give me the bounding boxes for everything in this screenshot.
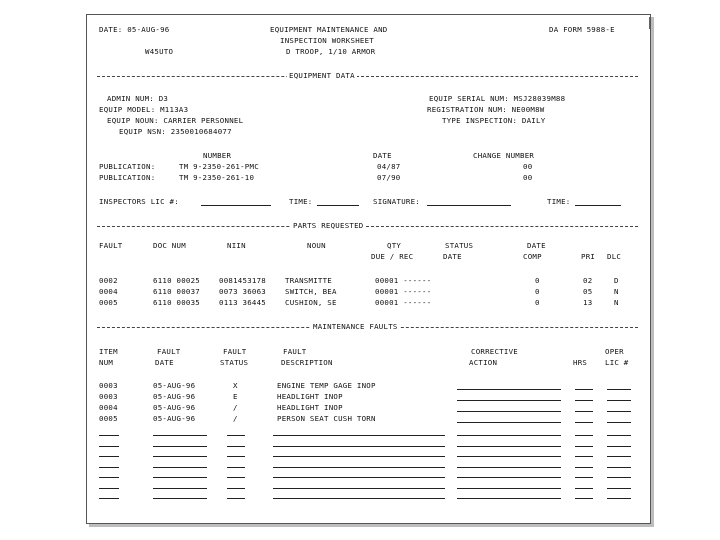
empty-row-5-status-field[interactable]: [227, 477, 245, 478]
parts-header-comp: COMP: [523, 252, 542, 261]
pub-row-1-date: 04/87: [377, 162, 401, 171]
maintenance-label: MAINTENANCE FAULTS: [313, 322, 398, 331]
empty-row-2-item-field[interactable]: [99, 446, 119, 447]
empty-row-5-lic-field[interactable]: [607, 477, 631, 478]
parts-header-status-date: DATE: [443, 252, 462, 261]
maint-header-fault-date-top: FAULT: [157, 347, 181, 356]
maint-row-3-date: 05-AUG-96: [153, 403, 196, 412]
parts-header-niin: NIIN: [227, 241, 246, 250]
header-title-line1: EQUIPMENT MAINTENANCE AND: [270, 25, 388, 34]
parts-row-1-comp: 0: [535, 276, 540, 285]
maint-header-item: ITEM: [99, 347, 118, 356]
maint-row-2-item: 0003: [99, 392, 118, 401]
page-edge-mark: [649, 17, 653, 29]
empty-row-2-action-field[interactable]: [457, 446, 561, 447]
maint-row-4-desc: PERSON SEAT CUSH TORN: [277, 414, 376, 423]
equip-nsn: EQUIP NSN: 2350010684077: [119, 127, 232, 136]
parts-header-dlc: DLC: [607, 252, 622, 261]
empty-row-3-action-field[interactable]: [457, 456, 561, 457]
empty-row-5-description-field[interactable]: [273, 477, 445, 478]
parts-row-2-niin: 0073 36063: [219, 287, 266, 296]
empty-row-4-hrs-field[interactable]: [575, 467, 593, 468]
equipment-data-label: EQUIPMENT DATA: [289, 71, 355, 80]
header-uic: W45UTO: [145, 47, 174, 56]
empty-row-2-status-field[interactable]: [227, 446, 245, 447]
equip-noun: EQUIP NOUN: CARRIER PERSONNEL: [107, 116, 244, 125]
maint-row-4-item: 0005: [99, 414, 118, 423]
equip-admin-num: ADMIN NUM: D3: [107, 94, 169, 103]
empty-row-7-item-field[interactable]: [99, 498, 119, 499]
parts-header-due-rec: DUE / REC: [371, 252, 414, 261]
empty-row-2-hrs-field[interactable]: [575, 446, 593, 447]
empty-row-6-description-field[interactable]: [273, 488, 445, 489]
parts-header-pri: PRI: [581, 252, 596, 261]
signature-label: SIGNATURE:: [373, 197, 420, 206]
header-unit: D TROOP, 1/10 ARMOR: [286, 47, 376, 56]
parts-header-doc-num: DOC NUM: [153, 241, 186, 250]
maint-header-action: ACTION: [469, 358, 498, 367]
equipment-data-divider: [97, 76, 638, 77]
parts-header-status: STATUS: [445, 241, 474, 250]
row-1-corrective-action-field[interactable]: [457, 389, 561, 390]
inspector-lic-label: INSPECTORS LIC #:: [99, 197, 179, 206]
parts-row-1-doc: 6110 00025: [153, 276, 200, 285]
empty-row-5-item-field[interactable]: [99, 477, 119, 478]
pub-row-1-label: PUBLICATION:: [99, 162, 156, 171]
equip-serial: EQUIP SERIAL NUM: MSJ28039M88: [429, 94, 566, 103]
maint-row-1-status: X: [233, 381, 238, 390]
maint-row-1-item: 0003: [99, 381, 118, 390]
parts-row-2-fault: 0004: [99, 287, 118, 296]
empty-row-7-date-field[interactable]: [153, 498, 207, 499]
parts-header-date: DATE: [527, 241, 546, 250]
parts-row-3-qty: 00001 ------: [375, 298, 432, 307]
parts-row-3-dlc: N: [614, 298, 619, 307]
empty-row-7-status-field[interactable]: [227, 498, 245, 499]
empty-row-5-action-field[interactable]: [457, 477, 561, 478]
parts-row-2-noun: SWITCH, BEA: [285, 287, 337, 296]
equip-model: EQUIP MODEL: M113A3: [99, 105, 189, 114]
maint-header-lic: LIC #: [605, 358, 629, 367]
maint-row-1-desc: ENGINE TEMP GAGE INOP: [277, 381, 376, 390]
row-4-lic-field[interactable]: [607, 422, 631, 423]
pub-header-change: CHANGE NUMBER: [473, 151, 535, 160]
parts-row-3-noun: CUSHION, SE: [285, 298, 337, 307]
pub-row-1-change: 00: [523, 162, 533, 171]
parts-row-2-comp: 0: [535, 287, 540, 296]
row-4-hrs-field[interactable]: [575, 422, 593, 423]
empty-row-3-hrs-field[interactable]: [575, 456, 593, 457]
maint-row-2-status: E: [233, 392, 238, 401]
empty-row-6-status-field[interactable]: [227, 488, 245, 489]
empty-row-7-description-field[interactable]: [273, 498, 445, 499]
time1-label: TIME:: [289, 197, 313, 206]
parts-row-3-niin: 0113 36445: [219, 298, 266, 307]
empty-row-1-item-field[interactable]: [99, 435, 119, 436]
parts-row-2-doc: 6110 00037: [153, 287, 200, 296]
header-date: DATE: 05-AUG-96: [99, 25, 170, 34]
parts-row-1-qty: 00001 ------: [375, 276, 432, 285]
pub-header-date: DATE: [373, 151, 392, 160]
parts-row-3-doc: 6110 00035: [153, 298, 200, 307]
parts-header-noun: NOUN: [307, 241, 326, 250]
maint-row-3-desc: HEADLIGHT INOP: [277, 403, 343, 412]
empty-row-4-date-field[interactable]: [153, 467, 207, 468]
pub-row-2-number: TM 9-2350-261-10: [179, 173, 255, 182]
empty-row-6-lic-field[interactable]: [607, 488, 631, 489]
empty-row-6-date-field[interactable]: [153, 488, 207, 489]
empty-row-7-action-field[interactable]: [457, 498, 561, 499]
empty-row-1-action-field[interactable]: [457, 435, 561, 436]
maint-header-description: DESCRIPTION: [281, 358, 333, 367]
parts-row-3-pri: 13: [583, 298, 593, 307]
empty-row-7-lic-field[interactable]: [607, 498, 631, 499]
parts-row-1-pri: 02: [583, 276, 593, 285]
parts-row-2-qty: 00001 ------: [375, 287, 432, 296]
row-1-lic-field[interactable]: [607, 389, 631, 390]
header-form-number: DA FORM 5988-E: [549, 25, 615, 34]
empty-row-2-lic-field[interactable]: [607, 446, 631, 447]
maint-row-2-date: 05-AUG-96: [153, 392, 196, 401]
pub-row-2-change: 00: [523, 173, 533, 182]
inspector-lic-field[interactable]: [201, 205, 271, 206]
header-title-line2: INSPECTION WORKSHEET: [280, 36, 374, 45]
empty-row-3-date-field[interactable]: [153, 456, 207, 457]
empty-row-5-date-field[interactable]: [153, 477, 207, 478]
maint-header-fault-status: STATUS: [220, 358, 249, 367]
row-3-lic-field[interactable]: [607, 411, 631, 412]
empty-row-6-hrs-field[interactable]: [575, 488, 593, 489]
row-2-hrs-field[interactable]: [575, 400, 593, 401]
maint-row-3-item: 0004: [99, 403, 118, 412]
maint-row-2-desc: HEADLIGHT INOP: [277, 392, 343, 401]
maint-header-hrs: HRS: [573, 358, 588, 367]
empty-row-4-status-field[interactable]: [227, 467, 245, 468]
empty-row-4-lic-field[interactable]: [607, 467, 631, 468]
parts-row-2-pri: 05: [583, 287, 593, 296]
pub-header-number: NUMBER: [203, 151, 232, 160]
maint-row-4-status: /: [233, 414, 238, 423]
maint-header-oper: OPER: [605, 347, 624, 356]
parts-row-2-dlc: N: [614, 287, 619, 296]
parts-label: PARTS REQUESTED: [293, 221, 364, 230]
equip-registration: REGISTRATION NUM: NE00M8W: [427, 105, 545, 114]
parts-row-1-dlc: D: [614, 276, 619, 285]
empty-row-3-status-field[interactable]: [227, 456, 245, 457]
maint-header-fault-status-top: FAULT: [223, 347, 247, 356]
time2-label: TIME:: [547, 197, 571, 206]
row-4-corrective-action-field[interactable]: [457, 422, 561, 423]
parts-row-1-noun: TRANSMITTE: [285, 276, 332, 285]
time2-field[interactable]: [575, 205, 621, 206]
maint-header-num: NUM: [99, 358, 114, 367]
empty-row-4-action-field[interactable]: [457, 467, 561, 468]
parts-row-3-comp: 0: [535, 298, 540, 307]
empty-row-1-lic-field[interactable]: [607, 435, 631, 436]
maint-header-corrective: CORRECTIVE: [471, 347, 518, 356]
equip-inspection-type: TYPE INSPECTION: DAILY: [442, 116, 546, 125]
parts-row-1-niin: 0081453178: [219, 276, 266, 285]
maint-row-3-status: /: [233, 403, 238, 412]
maint-header-desc-top: FAULT: [283, 347, 307, 356]
signature-field[interactable]: [427, 205, 511, 206]
empty-row-4-description-field[interactable]: [273, 467, 445, 468]
worksheet-page: [86, 14, 651, 524]
row-3-corrective-action-field[interactable]: [457, 411, 561, 412]
maint-row-4-date: 05-AUG-96: [153, 414, 196, 423]
empty-row-1-hrs-field[interactable]: [575, 435, 593, 436]
empty-row-1-description-field[interactable]: [273, 435, 445, 436]
empty-row-7-hrs-field[interactable]: [575, 498, 593, 499]
time1-field[interactable]: [317, 205, 359, 206]
empty-row-1-date-field[interactable]: [153, 435, 207, 436]
pub-row-2-date: 07/90: [377, 173, 401, 182]
row-1-hrs-field[interactable]: [575, 389, 593, 390]
pub-row-1-number: TM 9-2350-261-PMC: [179, 162, 259, 171]
empty-row-6-action-field[interactable]: [457, 488, 561, 489]
empty-row-3-lic-field[interactable]: [607, 456, 631, 457]
empty-row-3-description-field[interactable]: [273, 456, 445, 457]
parts-row-3-fault: 0005: [99, 298, 118, 307]
empty-row-5-hrs-field[interactable]: [575, 477, 593, 478]
empty-row-3-item-field[interactable]: [99, 456, 119, 457]
maint-row-1-date: 05-AUG-96: [153, 381, 196, 390]
empty-row-2-description-field[interactable]: [273, 446, 445, 447]
row-2-lic-field[interactable]: [607, 400, 631, 401]
pub-row-2-label: PUBLICATION:: [99, 173, 156, 182]
parts-header-fault: FAULT: [99, 241, 123, 250]
empty-row-2-date-field[interactable]: [153, 446, 207, 447]
row-3-hrs-field[interactable]: [575, 411, 593, 412]
parts-divider: [97, 226, 638, 227]
maint-header-fault-date: DATE: [155, 358, 174, 367]
row-2-corrective-action-field[interactable]: [457, 400, 561, 401]
empty-row-6-item-field[interactable]: [99, 488, 119, 489]
parts-header-qty: QTY: [387, 241, 402, 250]
empty-row-1-status-field[interactable]: [227, 435, 245, 436]
empty-row-4-item-field[interactable]: [99, 467, 119, 468]
parts-row-1-fault: 0002: [99, 276, 118, 285]
